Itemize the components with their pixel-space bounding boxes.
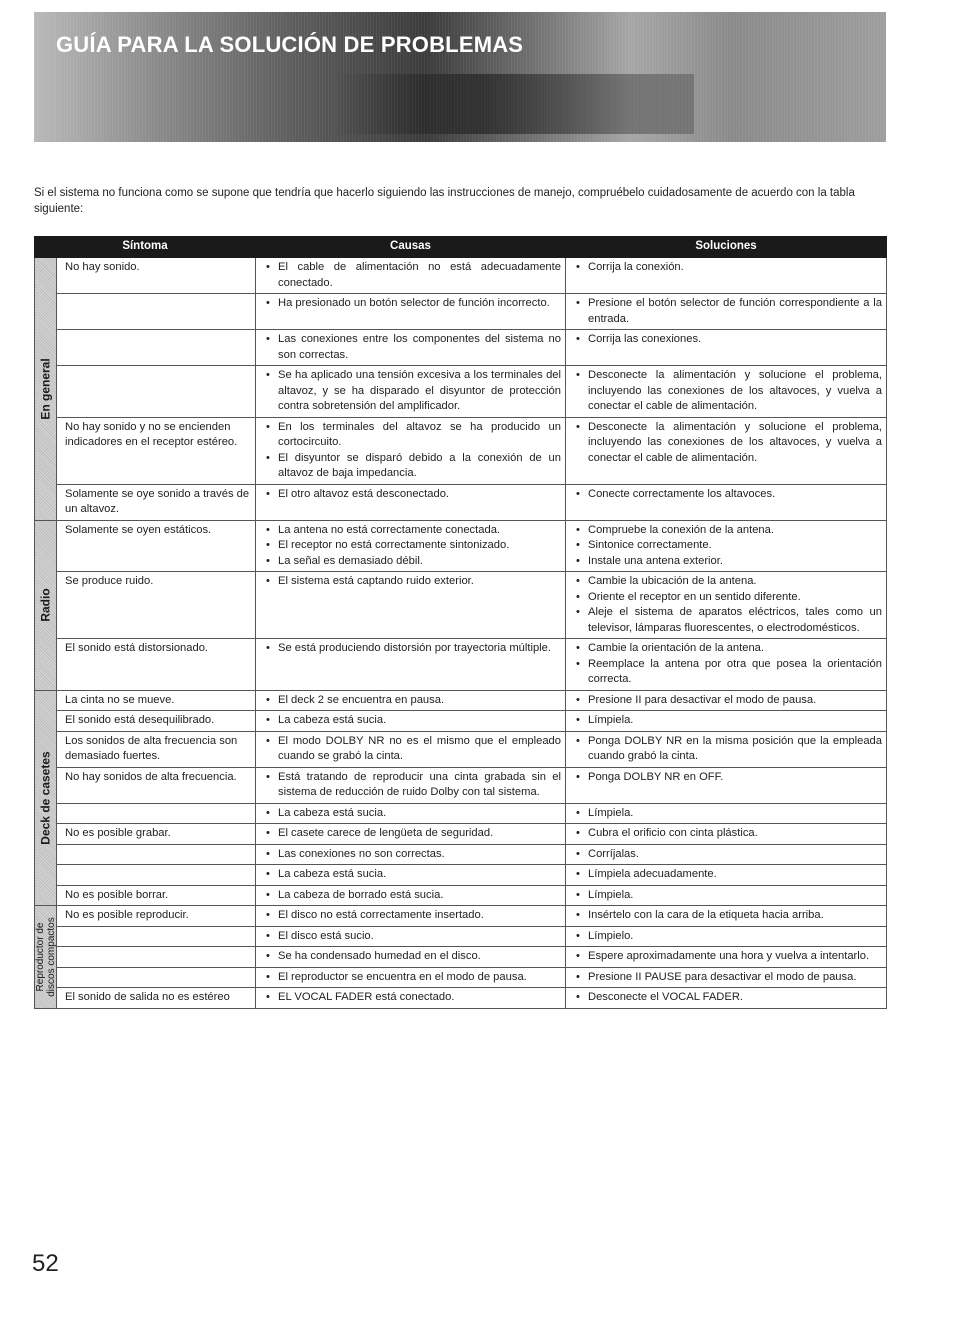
causes-list bbox=[264, 826, 561, 842]
causes-list bbox=[264, 970, 561, 986]
table-row bbox=[35, 690, 887, 711]
list-item: • Cambie la orientación de la antena. bbox=[574, 641, 882, 657]
causes-cell bbox=[256, 366, 566, 418]
solutions-cell bbox=[566, 824, 887, 845]
list-item: • Aleje el sistema de aparatos eléctricos, tales como un televisor, lámparas fluorescentes, o electrodomésticos. bbox=[574, 605, 882, 636]
symptom-cell: Solamente se oye sonido a través de un altavoz. bbox=[57, 484, 256, 520]
symptom-cell bbox=[57, 967, 256, 988]
solutions-cell bbox=[566, 484, 887, 520]
causes-cell bbox=[256, 572, 566, 639]
symptom-cell: Solamente se oyen estáticos. bbox=[57, 520, 256, 572]
causes-cell bbox=[256, 885, 566, 906]
list-item: • EL VOCAL FADER está conectado. bbox=[264, 990, 561, 1006]
symptom-cell bbox=[57, 366, 256, 418]
solutions-list bbox=[574, 368, 882, 415]
causes-list bbox=[264, 487, 561, 503]
symptom-cell: Los sonidos de alta frecuencia son demasiado fuertes. bbox=[57, 731, 256, 767]
table-row bbox=[35, 803, 887, 824]
table-row bbox=[35, 330, 887, 366]
causes-list bbox=[264, 523, 561, 570]
causes-cell bbox=[256, 731, 566, 767]
causes-list bbox=[264, 713, 561, 729]
causes-cell bbox=[256, 844, 566, 865]
table-row bbox=[35, 988, 887, 1009]
table-row bbox=[35, 885, 887, 906]
list-item: • Desconecte la alimentación y solucione el problema, incluyendo las conexiones de los altavoces, y vuelva a conectar el cable de alimentación. bbox=[574, 368, 882, 415]
list-item: • La cabeza de borrado está sucia. bbox=[264, 888, 561, 904]
solutions-list bbox=[574, 734, 882, 765]
causes-cell bbox=[256, 803, 566, 824]
page-number: 52 bbox=[32, 1250, 59, 1277]
causes-cell bbox=[256, 967, 566, 988]
solutions-list bbox=[574, 929, 882, 945]
intro-paragraph: Si el sistema no funciona como se supone que tendría que hacerlo siguiendo las instrucciones de manejo, compruébelo cuidadosamente de acuerdo con la tabla siguiente: bbox=[34, 187, 855, 215]
solutions-list bbox=[574, 574, 882, 636]
column-header-causes: Causas bbox=[256, 237, 566, 258]
causes-list bbox=[264, 847, 561, 863]
list-item: • Presione II para desactivar el modo de pausa. bbox=[574, 693, 882, 709]
solutions-list bbox=[574, 949, 882, 965]
solutions-list bbox=[574, 867, 882, 883]
page-title: GUÍA PARA LA SOLUCIÓN DE PROBLEMAS bbox=[56, 32, 524, 57]
solutions-cell bbox=[566, 417, 887, 484]
causes-list bbox=[264, 908, 561, 924]
solutions-cell bbox=[566, 330, 887, 366]
table-row bbox=[35, 906, 887, 927]
table-row bbox=[35, 294, 887, 330]
solutions-list bbox=[574, 970, 882, 986]
causes-cell bbox=[256, 639, 566, 691]
causes-list bbox=[264, 641, 561, 657]
solutions-list bbox=[574, 713, 882, 729]
solutions-list bbox=[574, 332, 882, 348]
solutions-list bbox=[574, 770, 882, 786]
causes-list bbox=[264, 574, 561, 590]
list-item: • Límpiela adecuadamente. bbox=[574, 867, 882, 883]
symptom-cell: No es posible reproducir. bbox=[57, 906, 256, 927]
causes-list bbox=[264, 296, 561, 312]
solutions-cell bbox=[566, 967, 887, 988]
solutions-cell bbox=[566, 639, 887, 691]
table-row bbox=[35, 417, 887, 484]
solutions-cell bbox=[566, 366, 887, 418]
solutions-cell bbox=[566, 258, 887, 294]
list-item: • La cabeza está sucia. bbox=[264, 806, 561, 822]
list-item: • Oriente el receptor en un sentido diferente. bbox=[574, 590, 882, 606]
causes-cell bbox=[256, 484, 566, 520]
solutions-list bbox=[574, 826, 882, 842]
symptom-cell bbox=[57, 844, 256, 865]
causes-cell bbox=[256, 294, 566, 330]
list-item: • Espere aproximadamente una hora y vuelva a intentarlo. bbox=[574, 949, 882, 965]
list-item: • Se ha condensado humedad en el disco. bbox=[264, 949, 561, 965]
list-item: • El casete carece de lengüeta de seguridad. bbox=[264, 826, 561, 842]
column-header-solutions: Soluciones bbox=[566, 237, 887, 258]
list-item: • Límpiela. bbox=[574, 806, 882, 822]
list-item: • El reproductor se encuentra en el modo de pausa. bbox=[264, 970, 561, 986]
table-row bbox=[35, 767, 887, 803]
symptom-cell: El sonido de salida no es estéreo bbox=[57, 988, 256, 1009]
list-item: • Ponga DOLBY NR en la misma posición que la empleada cuando grabó la cinta. bbox=[574, 734, 882, 765]
list-item: • Las conexiones entre los componentes del sistema no son correctas. bbox=[264, 332, 561, 363]
list-item: • En los terminales del altavoz se ha producido un cortocircuito. bbox=[264, 420, 561, 451]
causes-list bbox=[264, 949, 561, 965]
causes-list bbox=[264, 368, 561, 415]
solutions-list bbox=[574, 260, 882, 276]
solutions-list bbox=[574, 990, 882, 1006]
list-item: • Insértelo con la cara de la etiqueta hacia arriba. bbox=[574, 908, 882, 924]
list-item: • La cabeza está sucia. bbox=[264, 867, 561, 883]
list-item: • El cable de alimentación no está adecuadamente conectado. bbox=[264, 260, 561, 291]
solutions-cell bbox=[566, 572, 887, 639]
list-item: • Presione II PAUSE para desactivar el modo de pausa. bbox=[574, 970, 882, 986]
section-label-cell bbox=[35, 520, 57, 690]
solutions-list bbox=[574, 806, 882, 822]
causes-list bbox=[264, 693, 561, 709]
symptom-cell: La cinta no se mueve. bbox=[57, 690, 256, 711]
solutions-cell bbox=[566, 767, 887, 803]
list-item: • El disco está sucio. bbox=[264, 929, 561, 945]
symptom-cell: No es posible grabar. bbox=[57, 824, 256, 845]
solutions-cell bbox=[566, 947, 887, 968]
section-label: Reproductor de discos compactos bbox=[34, 917, 57, 997]
causes-cell bbox=[256, 865, 566, 886]
causes-list bbox=[264, 990, 561, 1006]
list-item: • La señal es demasiado débil. bbox=[264, 554, 561, 570]
causes-cell bbox=[256, 767, 566, 803]
symptom-cell bbox=[57, 947, 256, 968]
section-label: En general bbox=[37, 358, 52, 420]
causes-cell bbox=[256, 947, 566, 968]
table-row bbox=[35, 484, 887, 520]
section-label-cell bbox=[35, 690, 57, 906]
symptom-cell: No es posible borrar. bbox=[57, 885, 256, 906]
list-item: • El otro altavoz está desconectado. bbox=[264, 487, 561, 503]
list-item: • Límpielo. bbox=[574, 929, 882, 945]
list-item: • Sintonice correctamente. bbox=[574, 538, 882, 554]
symptom-cell bbox=[57, 865, 256, 886]
troubleshooting-table bbox=[34, 236, 887, 1009]
table-row bbox=[35, 258, 887, 294]
table-row bbox=[35, 926, 887, 947]
solutions-cell bbox=[566, 294, 887, 330]
list-item: • Límpiela. bbox=[574, 713, 882, 729]
symptom-cell bbox=[57, 803, 256, 824]
table-row bbox=[35, 731, 887, 767]
symptom-cell: No hay sonido y no se encienden indicadores en el receptor estéreo. bbox=[57, 417, 256, 484]
list-item: • Cubra el orificio con cinta plástica. bbox=[574, 826, 882, 842]
list-item: • Corríjalas. bbox=[574, 847, 882, 863]
solutions-list bbox=[574, 523, 882, 570]
symptom-cell: No hay sonidos de alta frecuencia. bbox=[57, 767, 256, 803]
solutions-cell bbox=[566, 885, 887, 906]
list-item: • Límpiela. bbox=[574, 888, 882, 904]
solutions-list bbox=[574, 641, 882, 688]
causes-list bbox=[264, 770, 561, 801]
table-header-row bbox=[35, 237, 887, 258]
list-item: • Se está produciendo distorsión por trayectoria múltiple. bbox=[264, 641, 561, 657]
list-item: • Está tratando de reproducir una cinta grabada sin el sistema de reducción de ruido Dolby con tal sistema. bbox=[264, 770, 561, 801]
symptom-cell: El sonido está desequilibrado. bbox=[57, 711, 256, 732]
table-row bbox=[35, 520, 887, 572]
table-row bbox=[35, 865, 887, 886]
causes-list bbox=[264, 260, 561, 291]
list-item: • El modo DOLBY NR no es el mismo que el empleado cuando se grabó la cinta. bbox=[264, 734, 561, 765]
list-item: • Desconecte el VOCAL FADER. bbox=[574, 990, 882, 1006]
list-item: • El deck 2 se encuentra en pausa. bbox=[264, 693, 561, 709]
solutions-cell bbox=[566, 731, 887, 767]
causes-cell bbox=[256, 520, 566, 572]
table-row bbox=[35, 366, 887, 418]
section-label: Deck de casetes bbox=[37, 751, 52, 845]
list-item: • Reemplace la antena por otra que posea la orientación correcta. bbox=[574, 657, 882, 688]
table-body bbox=[35, 258, 887, 1009]
list-item: • La cabeza está sucia. bbox=[264, 713, 561, 729]
list-item: • Las conexiones no son correctas. bbox=[264, 847, 561, 863]
symptom-cell: El sonido está distorsionado. bbox=[57, 639, 256, 691]
solutions-list bbox=[574, 888, 882, 904]
list-item: • Conecte correctamente los altavoces. bbox=[574, 487, 882, 503]
causes-list bbox=[264, 888, 561, 904]
list-item: • El receptor no está correctamente sintonizado. bbox=[264, 538, 561, 554]
causes-cell bbox=[256, 258, 566, 294]
causes-list bbox=[264, 867, 561, 883]
table-row bbox=[35, 572, 887, 639]
symptom-cell bbox=[57, 926, 256, 947]
solutions-cell bbox=[566, 803, 887, 824]
solutions-list bbox=[574, 908, 882, 924]
list-item: • Cambie la ubicación de la antena. bbox=[574, 574, 882, 590]
list-item: • El disyuntor se disparó debido a la conexión de un altavoz de baja impedancia. bbox=[264, 451, 561, 482]
solutions-list bbox=[574, 693, 882, 709]
list-item: • Desconecte la alimentación y solucione el problema, incluyendo las conexiones de los altavoces, y vuelva a conectar el cable de alimentación. bbox=[574, 420, 882, 467]
causes-list bbox=[264, 929, 561, 945]
causes-cell bbox=[256, 711, 566, 732]
solutions-cell bbox=[566, 520, 887, 572]
section-label-cell bbox=[35, 258, 57, 521]
solutions-cell bbox=[566, 690, 887, 711]
causes-cell bbox=[256, 417, 566, 484]
table-row bbox=[35, 967, 887, 988]
list-item: • Se ha aplicado una tensión excesiva a los terminales del altavoz, y se ha disparado el disyuntor de protección contra sobretensión del amplificador. bbox=[264, 368, 561, 415]
list-item: • Ponga DOLBY NR en OFF. bbox=[574, 770, 882, 786]
causes-list bbox=[264, 806, 561, 822]
list-item: • El sistema está captando ruido exterior. bbox=[264, 574, 561, 590]
solutions-cell bbox=[566, 844, 887, 865]
causes-cell bbox=[256, 906, 566, 927]
solutions-cell bbox=[566, 906, 887, 927]
list-item: • Instale una antena exterior. bbox=[574, 554, 882, 570]
solutions-cell bbox=[566, 988, 887, 1009]
list-item: • Ha presionado un botón selector de función incorrecto. bbox=[264, 296, 561, 312]
solutions-list bbox=[574, 296, 882, 327]
causes-cell bbox=[256, 824, 566, 845]
causes-list bbox=[264, 332, 561, 363]
list-item: • Presione el botón selector de función correspondiente a la entrada. bbox=[574, 296, 882, 327]
symptom-cell: No hay sonido. bbox=[57, 258, 256, 294]
causes-cell bbox=[256, 926, 566, 947]
table-row bbox=[35, 639, 887, 691]
causes-list bbox=[264, 734, 561, 765]
solutions-list bbox=[574, 847, 882, 863]
table-row bbox=[35, 947, 887, 968]
list-item: • La antena no está correctamente conectada. bbox=[264, 523, 561, 539]
solutions-cell bbox=[566, 926, 887, 947]
list-item: • Compruebe la conexión de la antena. bbox=[574, 523, 882, 539]
solutions-cell bbox=[566, 865, 887, 886]
list-item: • Corrija la conexión. bbox=[574, 260, 882, 276]
table-row bbox=[35, 711, 887, 732]
causes-cell bbox=[256, 988, 566, 1009]
symptom-cell bbox=[57, 330, 256, 366]
column-header-symptom: Síntoma bbox=[35, 237, 256, 258]
section-label: Radio bbox=[37, 588, 52, 622]
solutions-list bbox=[574, 487, 882, 503]
solutions-cell bbox=[566, 711, 887, 732]
list-item: • Corrija las conexiones. bbox=[574, 332, 882, 348]
symptom-cell: Se produce ruido. bbox=[57, 572, 256, 639]
solutions-list bbox=[574, 420, 882, 467]
list-item: • El disco no está correctamente insertado. bbox=[264, 908, 561, 924]
section-label-cell bbox=[35, 906, 57, 1009]
causes-list bbox=[264, 420, 561, 482]
causes-cell bbox=[256, 330, 566, 366]
causes-cell bbox=[256, 690, 566, 711]
table-row bbox=[35, 844, 887, 865]
symptom-cell bbox=[57, 294, 256, 330]
table-row bbox=[35, 824, 887, 845]
title-banner bbox=[34, 12, 886, 142]
